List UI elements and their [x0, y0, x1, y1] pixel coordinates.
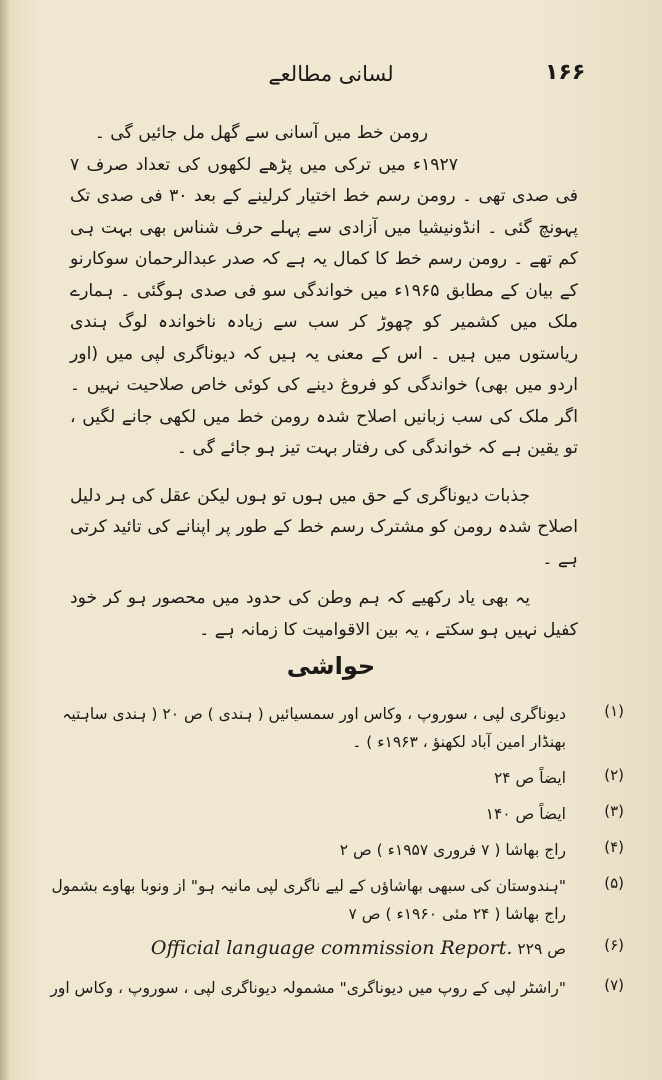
footnote-number: (۵): [604, 874, 624, 892]
footnote-7: [48, 974, 624, 1010]
footnote-number: (۶): [604, 936, 624, 954]
footnote-latin-title: Official language commission Report.: [150, 937, 513, 959]
footnote-text: "ہندوستان کی سبھی بھاشاؤں کے لیے ناگری لپی مانیہ ہو" از ونوبا بھاوے بشمول راج بھاشا ( ۲۴ مئی ۱۹۶۰ء ) ص ۷: [51, 877, 566, 923]
footnote-6: [48, 934, 624, 974]
page-header: [0, 60, 662, 96]
page-number: ۱۶۶: [545, 60, 586, 85]
spine-shadow: [0, 0, 10, 1080]
paragraph-2: ۱۹۲۷ء میں ترکی میں پڑھے لکھوں کی تعداد صرف ۷ فی صدی تھی ۔ رومن رسم خط اختیار کرلینے کے بعد ۳۰ فی صدی تک پہونچ گئی ۔ انڈونیشیا میں آزادی سے پہلے حرف شناس بھی بہت ہی کم تھے ۔ رومن رسم خط کا کمال یہ ہے کہ صدر عبدالرحمان سوکارنو کے بیان کے مطابق ۱۹۶۵ء میں خواندگی سو فی صدی ہوگئی ۔ ہمارے ملک میں کشمیر کو چھوڑ کر سب سے زیادہ ناخواندہ لوگ ہندی ریاستوں میں ہیں ۔ اس کے معنی یہ ہیں کہ دیوناگری لپی میں (اور اردو میں بھی) خواندگی کو فروغ دینے کی کوئی خاص صلاحیت نہیں ۔ اگر ملک کی سب زبانیں اصلاح شدہ رومن خط میں لکھی جانے لگیں ، تو یقین ہے کہ خواندگی کی رفتار بہت تیز ہو جائے گی ۔: [70, 154, 578, 458]
paragraph-4: یہ بھی یاد رکھیے کہ ہم وطن کی حدود میں محصور ہو کر خود کفیل نہیں ہو سکتے ، یہ بین الاقوامیت کا زمانہ ہے ۔: [70, 588, 578, 640]
footnote-3: [48, 800, 624, 836]
footnote-number: (۲): [604, 766, 624, 784]
notes-heading: حواشی: [286, 652, 376, 680]
footnote-4: [48, 836, 624, 872]
footnote-2: [48, 764, 624, 800]
footnote-text: ایضاً ص ۲۴: [493, 769, 566, 787]
main-text: [70, 118, 578, 646]
footnote-text: راج بھاشا ( ۷ فروری ۱۹۵۷ء ) ص ۲: [339, 841, 566, 859]
footnote-number: (۷): [604, 976, 624, 994]
footnote-page-ref: ص ۲۲۹: [517, 940, 566, 958]
paragraph-1: رومن خط میں آسانی سے گھل مل جائیں گی ۔: [94, 123, 428, 143]
paragraph-3: جذبات دیوناگری کے حق میں ہوں تو ہوں لیکن عقل کی ہر دلیل اصلاح شدہ رومن کو مشترک رسم خط کے طور پر اپنانے کی تائید کرتی ہے ۔: [70, 485, 578, 569]
footnote-1: [48, 700, 624, 764]
footnote-number: (۳): [604, 802, 624, 820]
footnotes-list: [48, 700, 624, 1010]
footnote-text: ایضاً ص ۱۴۰: [485, 805, 566, 823]
footnote-number: (۱): [604, 702, 624, 720]
footnote-text: [48, 934, 580, 963]
footnote-5: [48, 872, 624, 934]
footnote-text: دیوناگری لپی ، سوروپ ، وکاس اور سمسیائیں ( ہندی ) ص ۲۰ ( ہندی ساہتیہ بھنڈار امین آباد لکھنؤ ، ۱۹۶۳ء ) ۔: [62, 705, 566, 751]
footnote-text: "راشٹر لپی کے روپ میں دیوناگری" مشمولہ دیوناگری لپی ، سوروپ ، وکاس اور: [50, 979, 566, 997]
footnote-number: (۴): [604, 838, 624, 856]
running-title: لسانی مطالعے: [268, 62, 394, 86]
